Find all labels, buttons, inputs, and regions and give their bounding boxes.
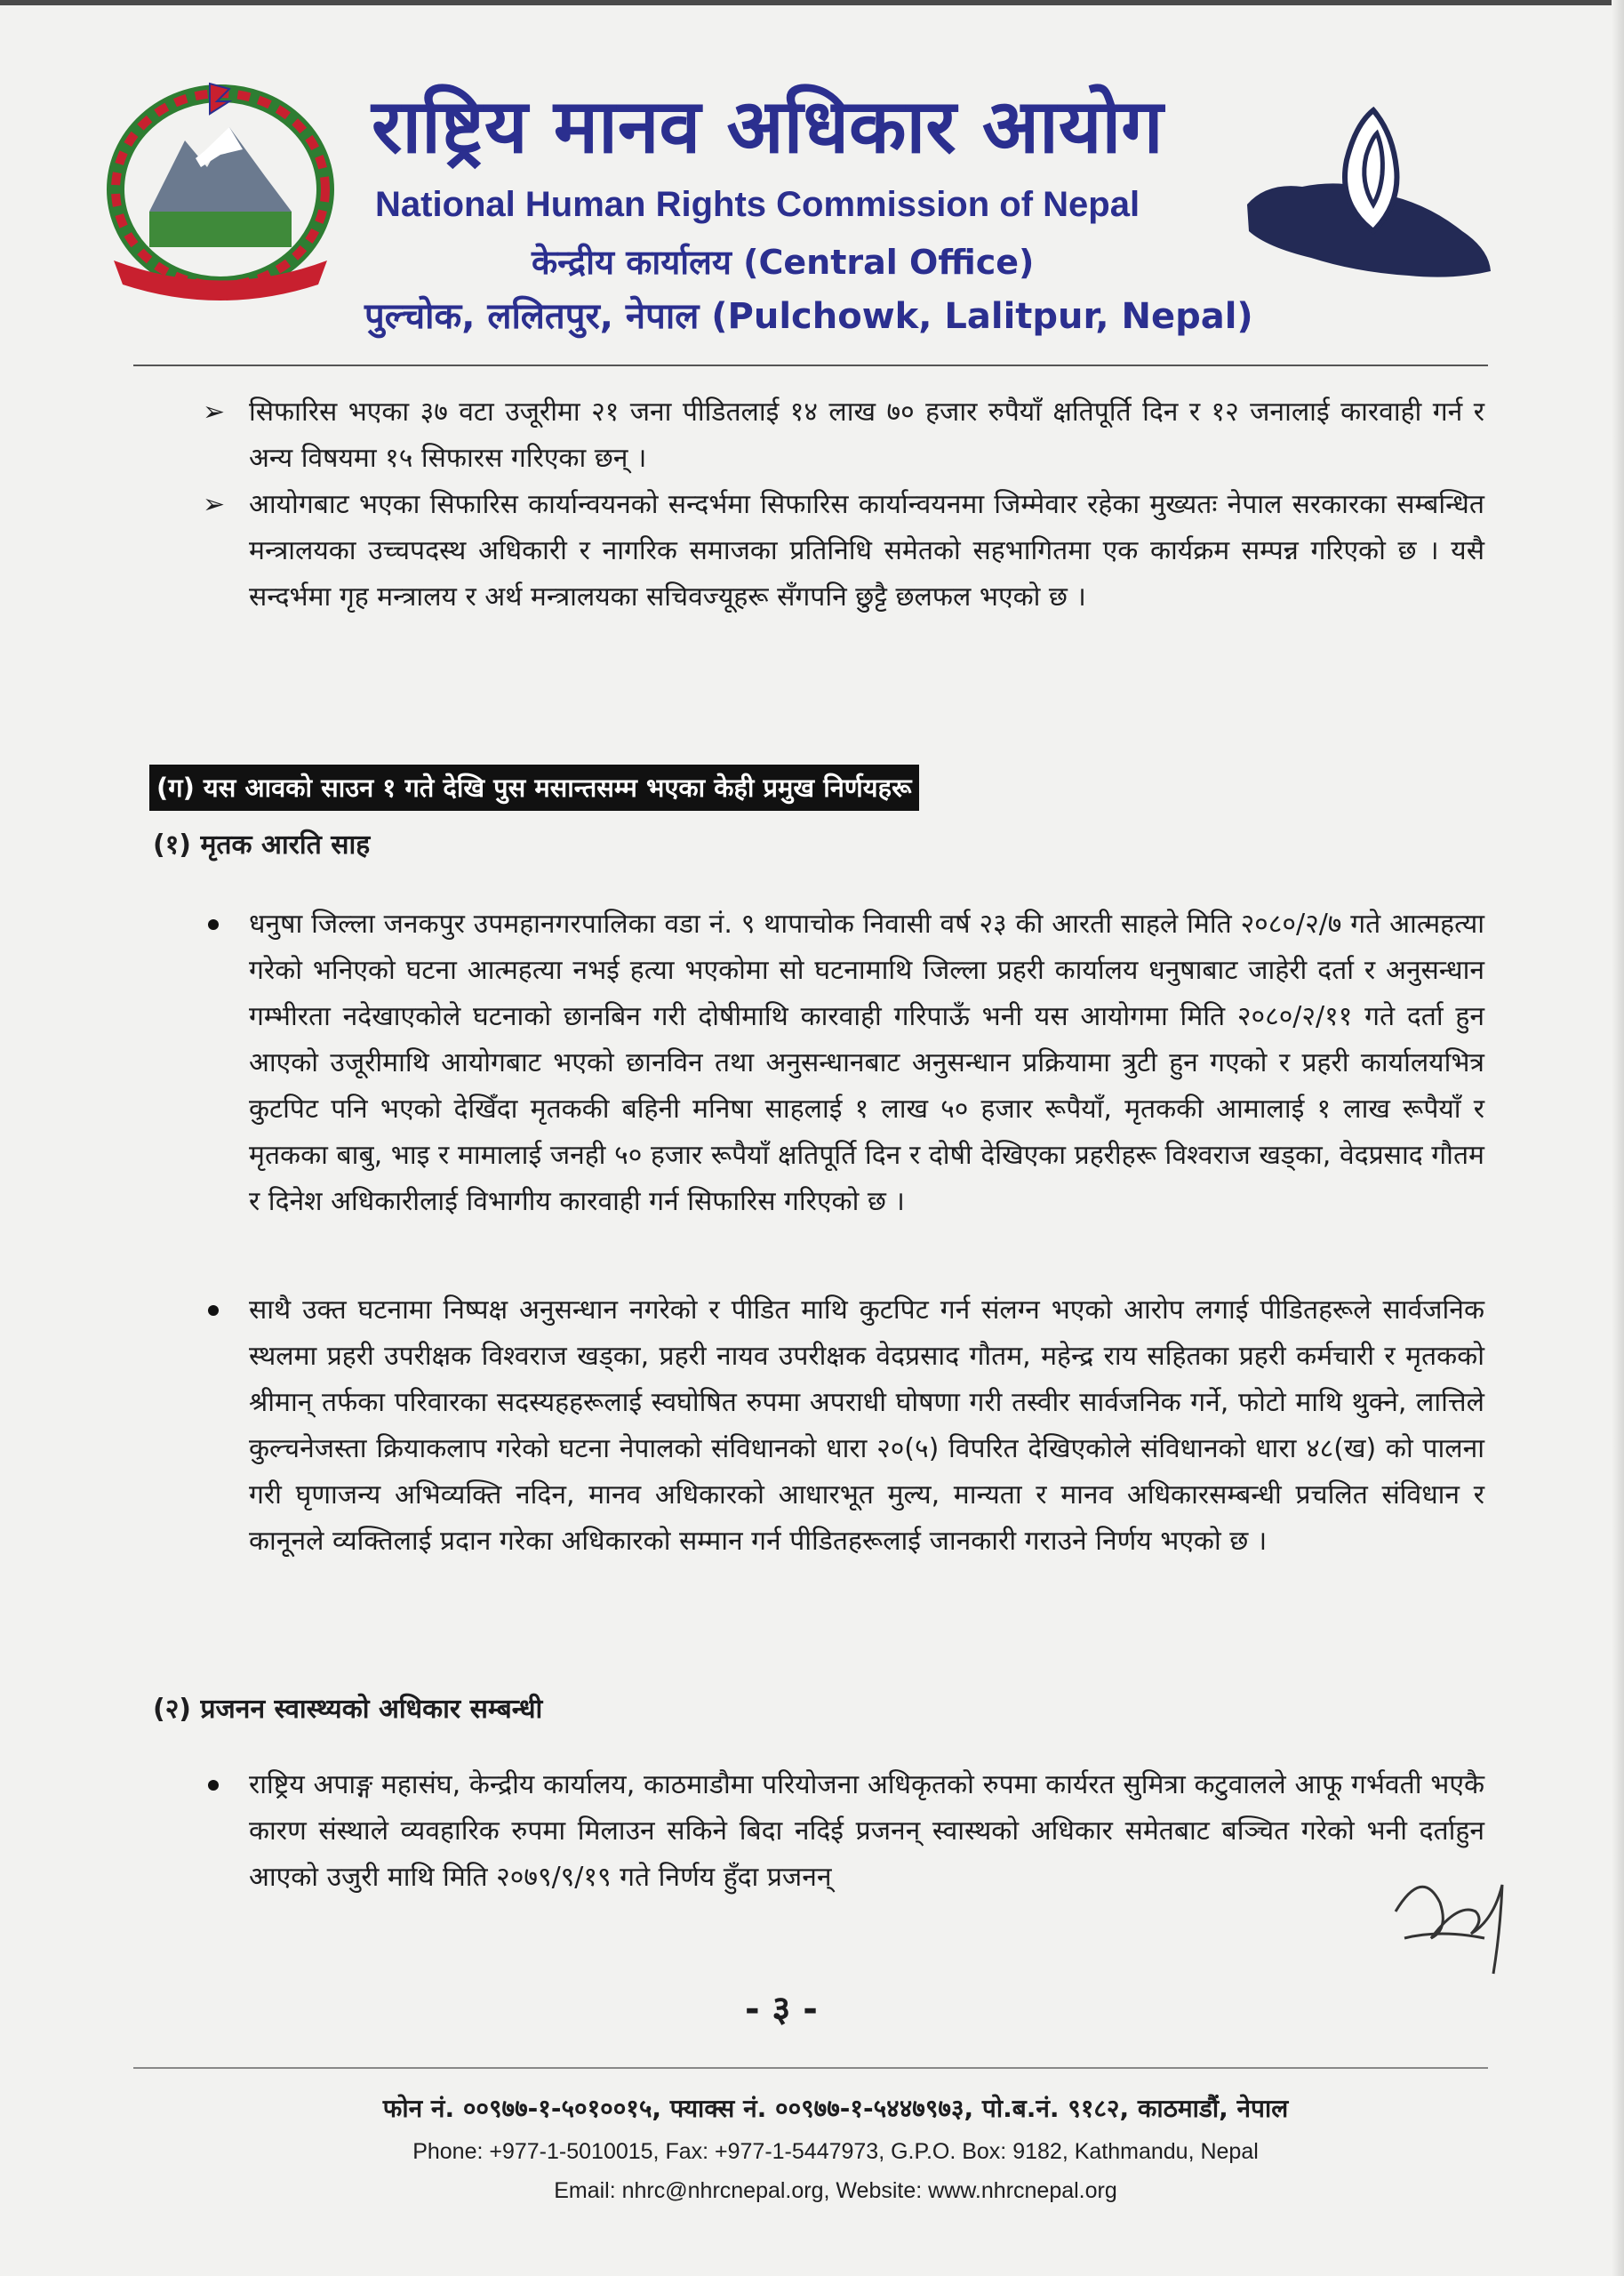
section-heading: (ग) यस आवको साउन १ गते देखि पुस मसान्तसम्म भएका केही प्रमुख निर्णयहरू	[149, 765, 919, 811]
scan-edge-right	[1612, 0, 1624, 2276]
footer-phone: Phone: +977-1-5010015, Fax: +977-1-5447973, G.P.O. Box: 9182, Kathmandu, Nepal	[412, 2139, 1259, 2164]
bullet-paragraph: राष्ट्रिय अपाङ्ग महासंघ, केन्द्रीय कार्यालय, काठमाडौमा परियोजना अधिकृतको रुपमा कार्यरत सुमित्रा कटुवालले आफू गर्भवती भएकै कारण संस्थाले व्यवहारिक रुपमा मिलाउन सकिने बिदा नदिई प्रजनन् स्वास्थको अधिकार समेतबाट बञ्चित गरेको भनी दर्ताहुन आएको उजुरी माथि मिति २०७९/९/१९ गते निर्णय हुँदा प्रजनन्	[249, 1769, 1484, 1893]
intro-item: आयोगबाट भएका सिफारिस कार्यान्वयनको सन्दर्भमा सिफारिस कार्यान्वयनमा जिम्मेवार रहेका मुख्यतः नेपाल सरकारका सम्बन्धित मन्त्रालयका उच्चपदस्थ अधिकारी र नागरिक समाजका प्रतिनिधि समेतको सहभागितमा एक कार्यक्रम सम्पन्न गरिएको छ । यसै सन्दर्भमा गृह मन्त्रालय र अर्थ मन्त्रालयका सचिवज्यूहरू सँगपनि छुट्टै छलफल भएको छ ।	[249, 489, 1484, 613]
footer-rule	[133, 2067, 1488, 2069]
bullet-marker	[208, 919, 219, 930]
intro-item: सिफारिस भएका ३७ वटा उजूरीमा २१ जना पीडितलाई १४ लाख ७० हजार रुपैयाँ क्षतिपूर्ति दिन र १२ जनालाई कारवाही गर्न र अन्य विषयमा १५ सिफारस गरिएका छन् ।	[249, 397, 1484, 474]
subsection-heading: (१) मृतक आरति साह	[153, 829, 371, 861]
office-address: पुल्चोक, ललितपुर, नेपाल (Pulchowk, Lalitpur, Nepal)	[364, 296, 1253, 337]
nepal-emblem-icon	[96, 78, 345, 309]
bullet-marker	[208, 1780, 219, 1791]
subsection-heading: (२) प्रजनन स्वास्थ्यको अधिकार सम्बन्धी	[153, 1694, 543, 1725]
footer-email: Email: nhrc@nhrcnepal.org, Website: www.nhrcnepal.org	[554, 2178, 1117, 2203]
scan-edge	[0, 0, 1624, 5]
footer-contact-nepali: फोन नं. ००९७७-१-५०१००१५, फ्याक्स नं. ००९७७-१-५४४७९७३, पो.ब.नं. ९१८२, काठमाडौं, नेपाल	[382, 2094, 1289, 2123]
bullet-marker	[208, 1305, 219, 1316]
bullet-paragraph: धनुषा जिल्ला जनकपुर उपमहानगरपालिका वडा नं. ९ थापाचोक निवासी वर्ष २३ की आरती साहले मिति २०८०/२/७ गते आत्महत्या गरेको भनिएको घटना आत्महत्या नभई हत्या भएकोमा सो घटनामाथि जिल्ला प्रहरी कार्यालय धनुषाबाट जाहेरी दर्ता र अनुसन्धान गम्भीरता नदेखाएकोले घटनाको छानबिन गरी दोषीमाथि कारवाही गरिपाऊँ भनी यस आयोगमा मिति २०८०/२/११ गते दर्ता हुन आएको उजूरीमाथि आयोगबाट भएको छानविन तथा अनुसन्धानबाट अनुसन्धान प्रक्रियामा त्रुटी हुन गएको र प्रहरी कार्यालयभित्र कुटपिट पनि भएको देखिँदा मृतककी बहिनी मनिषा साहलाई १ लाख ५० हजार रूपैयाँ, मृतककी आमालाई १ लाख रूपैयाँ र मृतकका बाबु, भाइ र मामालाई जनही ५० हजार रूपैयाँ क्षतिपूर्ति दिन र दोषी देखिएका प्रहरीहरू विश्वराज खड्का, वेदप्रसाद गौतम र दिनेश अधिकारीलाई विभागीय कारवाही गर्न सिफारिस गरिएको छ ।	[249, 909, 1484, 1217]
title-nepali: राष्ट्रिय मानव अधिकार आयोग	[372, 83, 1164, 170]
office-name: केन्द्रीय कार्यालय (Central Office)	[532, 243, 1035, 282]
title-english: National Human Rights Commission of Nepal	[375, 185, 1140, 224]
arrow-marker: ➢	[203, 489, 226, 520]
nhrc-logo-icon	[1240, 98, 1498, 302]
signature-mark	[1387, 1849, 1511, 1983]
header-rule	[133, 365, 1488, 366]
arrow-marker: ➢	[203, 397, 226, 428]
page-number: - ३ -	[745, 1989, 818, 2030]
bullet-paragraph: साथै उक्त घटनामा निष्पक्ष अनुसन्धान नगरेको र पीडित माथि कुटपिट गर्न संलग्न भएको आरोप लगाई पीडितहरूले सार्वजनिक स्थलमा प्रहरी उपरीक्षक विश्वराज खड्का, प्रहरी नायव उपरीक्षक वेदप्रसाद गौतम, महेन्द्र राय सहितका प्रहरी कर्मचारी र मृतकको श्रीमान् तर्फका परिवारका सदस्यहहरूलाई स्वघोषित रुपमा अपराधी घोषणा गरी तस्वीर सार्वजनिक गर्ने, फोटो माथि थुक्ने, लात्तिले कुल्चनेजस्ता क्रियाकलाप गरेको घटना नेपालको संविधानको धारा २०(५) विपरित देखिएकोले संविधानको धारा ४८(ख) को पालना गरी घृणाजन्य अभिव्यक्ति नदिन, मानव अधिकारको आधारभूत मुल्य, मान्यता र मानव अधिकारसम्बन्धी प्रचलित संविधान र कानूनले व्यक्तिलाई प्रदान गरेका अधिकारको सम्मान गर्न पीडितहरूलाई जानकारी गराउने निर्णय भएको छ ।	[249, 1294, 1484, 1557]
